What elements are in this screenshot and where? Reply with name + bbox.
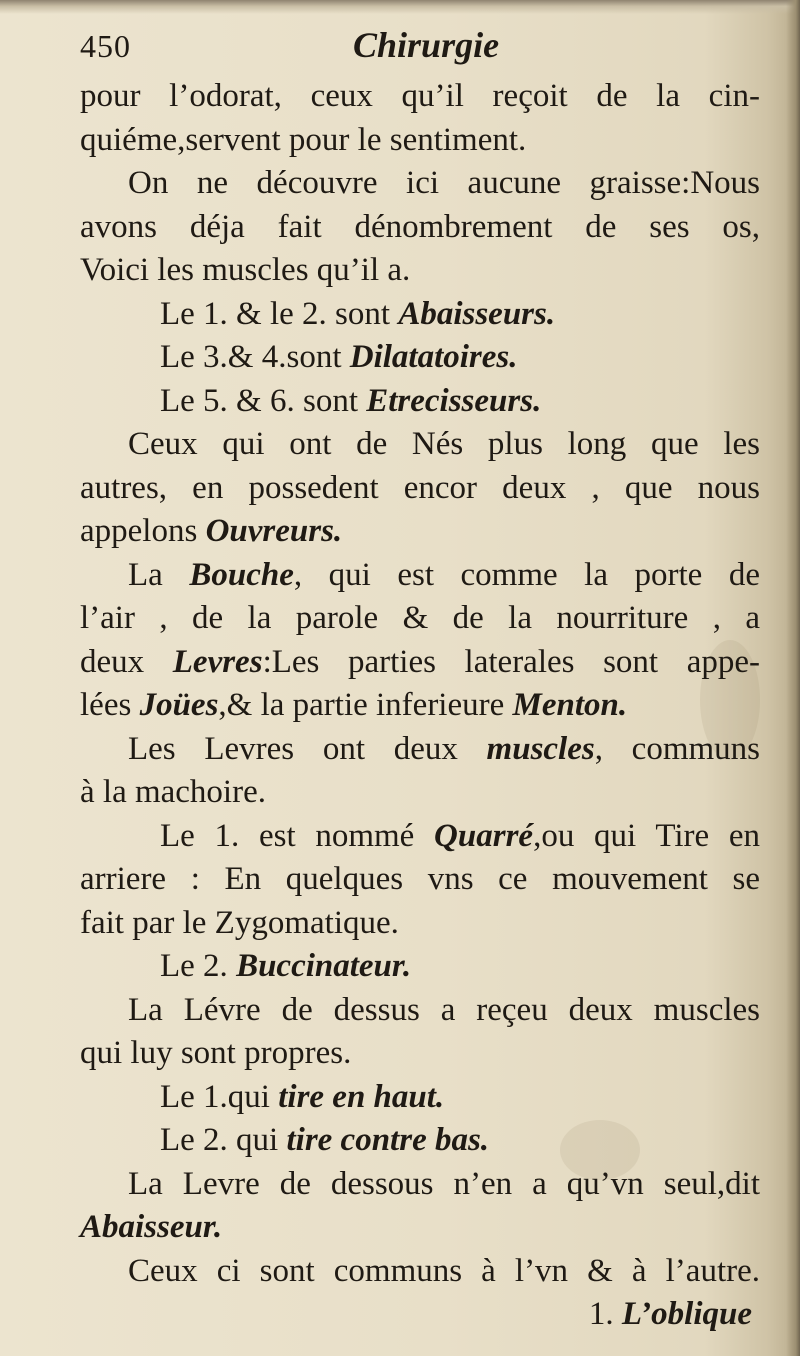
italic-text: muscles — [486, 730, 595, 767]
text-line — [80, 119, 760, 163]
page-header — [80, 24, 760, 74]
italic-text: Menton. — [512, 687, 628, 723]
italic-text: Bouche — [189, 556, 294, 593]
text-run: , qui est comme la porte de — [293, 556, 760, 593]
text-run: lées — [80, 687, 140, 723]
text-line — [80, 1163, 760, 1207]
text-run: Ceux qui ont de Nés plus long que les — [128, 426, 760, 462]
text-line — [80, 75, 760, 119]
text-run: Le 2. — [160, 948, 237, 984]
text-run: Le 1. est nommé — [160, 817, 435, 854]
text-line — [80, 380, 760, 424]
italic-text: Etrecisseurs. — [366, 382, 542, 419]
text-line — [80, 293, 760, 337]
text-line — [80, 771, 760, 815]
page-number: 450 — [80, 28, 131, 64]
text-line — [80, 815, 760, 859]
text-run: La Lévre de dessus a reçeu deux muscles — [128, 991, 760, 1028]
text-run: Le 3.& 4.sont — [160, 339, 350, 375]
text-run: ,& la partie inferieure — [218, 687, 513, 723]
italic-text: Ouvreurs. — [205, 513, 343, 549]
text-line — [80, 206, 760, 250]
italic-text: tire en haut. — [278, 1078, 445, 1115]
text-line — [80, 1250, 760, 1294]
text-run: appelons — [80, 513, 206, 549]
text-run: ,ou qui Tire en — [533, 817, 760, 854]
text-line — [80, 423, 760, 467]
text-run: Les Levres ont deux — [128, 730, 487, 767]
page-top-shadow — [0, 0, 800, 14]
running-title: Chirurgie — [353, 25, 500, 65]
text-run: quiéme,servent pour le sentiment. — [80, 121, 527, 158]
body-text — [80, 75, 760, 1337]
page-binding-edge — [786, 0, 800, 1356]
text-run: , communs — [594, 730, 760, 767]
text-line — [80, 467, 760, 511]
text-line — [80, 554, 760, 598]
text-run: Ceux ci sont communs à l’vn & à l’autre. — [128, 1252, 760, 1289]
italic-text: Abaisseur. — [80, 1209, 223, 1245]
text-line — [80, 510, 760, 554]
text-run: On ne découvre ici aucune graisse:Nous — [128, 165, 760, 201]
text-line — [80, 641, 760, 685]
italic-text: Joües — [139, 687, 219, 723]
italic-text: Levres — [172, 643, 263, 680]
text-line — [80, 162, 760, 206]
text-run: La — [128, 556, 190, 593]
text-run: arriere : En quelques vns ce mouvement se — [80, 861, 760, 897]
italic-text: Buccinateur. — [236, 948, 412, 984]
catchword-line — [80, 1293, 760, 1337]
text-run: à la machoire. — [80, 774, 266, 810]
text-run: Le 5. & 6. sont — [160, 382, 367, 419]
text-line — [80, 989, 760, 1033]
italic-text: Abaisseurs. — [398, 295, 556, 332]
text-run: 1. — [588, 1296, 622, 1332]
text-run: Le 1. & le 2. sont — [160, 295, 399, 332]
italic-text: Dilatatoires. — [349, 339, 518, 375]
text-run: autres, en possedent encor deux , que nous — [80, 469, 760, 506]
text-line — [80, 1119, 760, 1163]
text-run: fait par le Zygomatique. — [80, 904, 399, 941]
text-line — [80, 1076, 760, 1120]
text-run: deux — [80, 643, 173, 680]
text-run: :Les parties laterales sont appe- — [262, 643, 760, 680]
text-line — [80, 1032, 760, 1076]
text-run: avons déja fait dénombrement de ses os, — [80, 208, 760, 245]
text-line — [80, 336, 760, 380]
text-run: Le 1.qui — [160, 1078, 279, 1115]
italic-text: L’oblique — [621, 1296, 752, 1332]
text-run: qui luy sont propres. — [80, 1035, 352, 1071]
italic-text: Quarré — [434, 817, 534, 854]
text-run: Voici les muscles qu’il a. — [80, 252, 411, 288]
text-run: Le 2. qui — [160, 1122, 287, 1158]
text-run: l’air , de la parole & de la nourriture , a — [80, 600, 760, 636]
text-line — [80, 728, 760, 772]
text-line — [80, 945, 760, 989]
text-line — [80, 858, 760, 902]
text-line — [80, 1206, 760, 1250]
italic-text: tire contre bas. — [286, 1122, 490, 1158]
text-line — [80, 902, 760, 946]
text-line — [80, 597, 760, 641]
text-run: pour l’odorat, ceux qu’il reçoit de la cin- — [80, 78, 760, 114]
text-line — [80, 684, 760, 728]
text-run: La Levre de dessous n’en a qu’vn seul,dit — [128, 1165, 760, 1202]
text-line — [80, 249, 760, 293]
